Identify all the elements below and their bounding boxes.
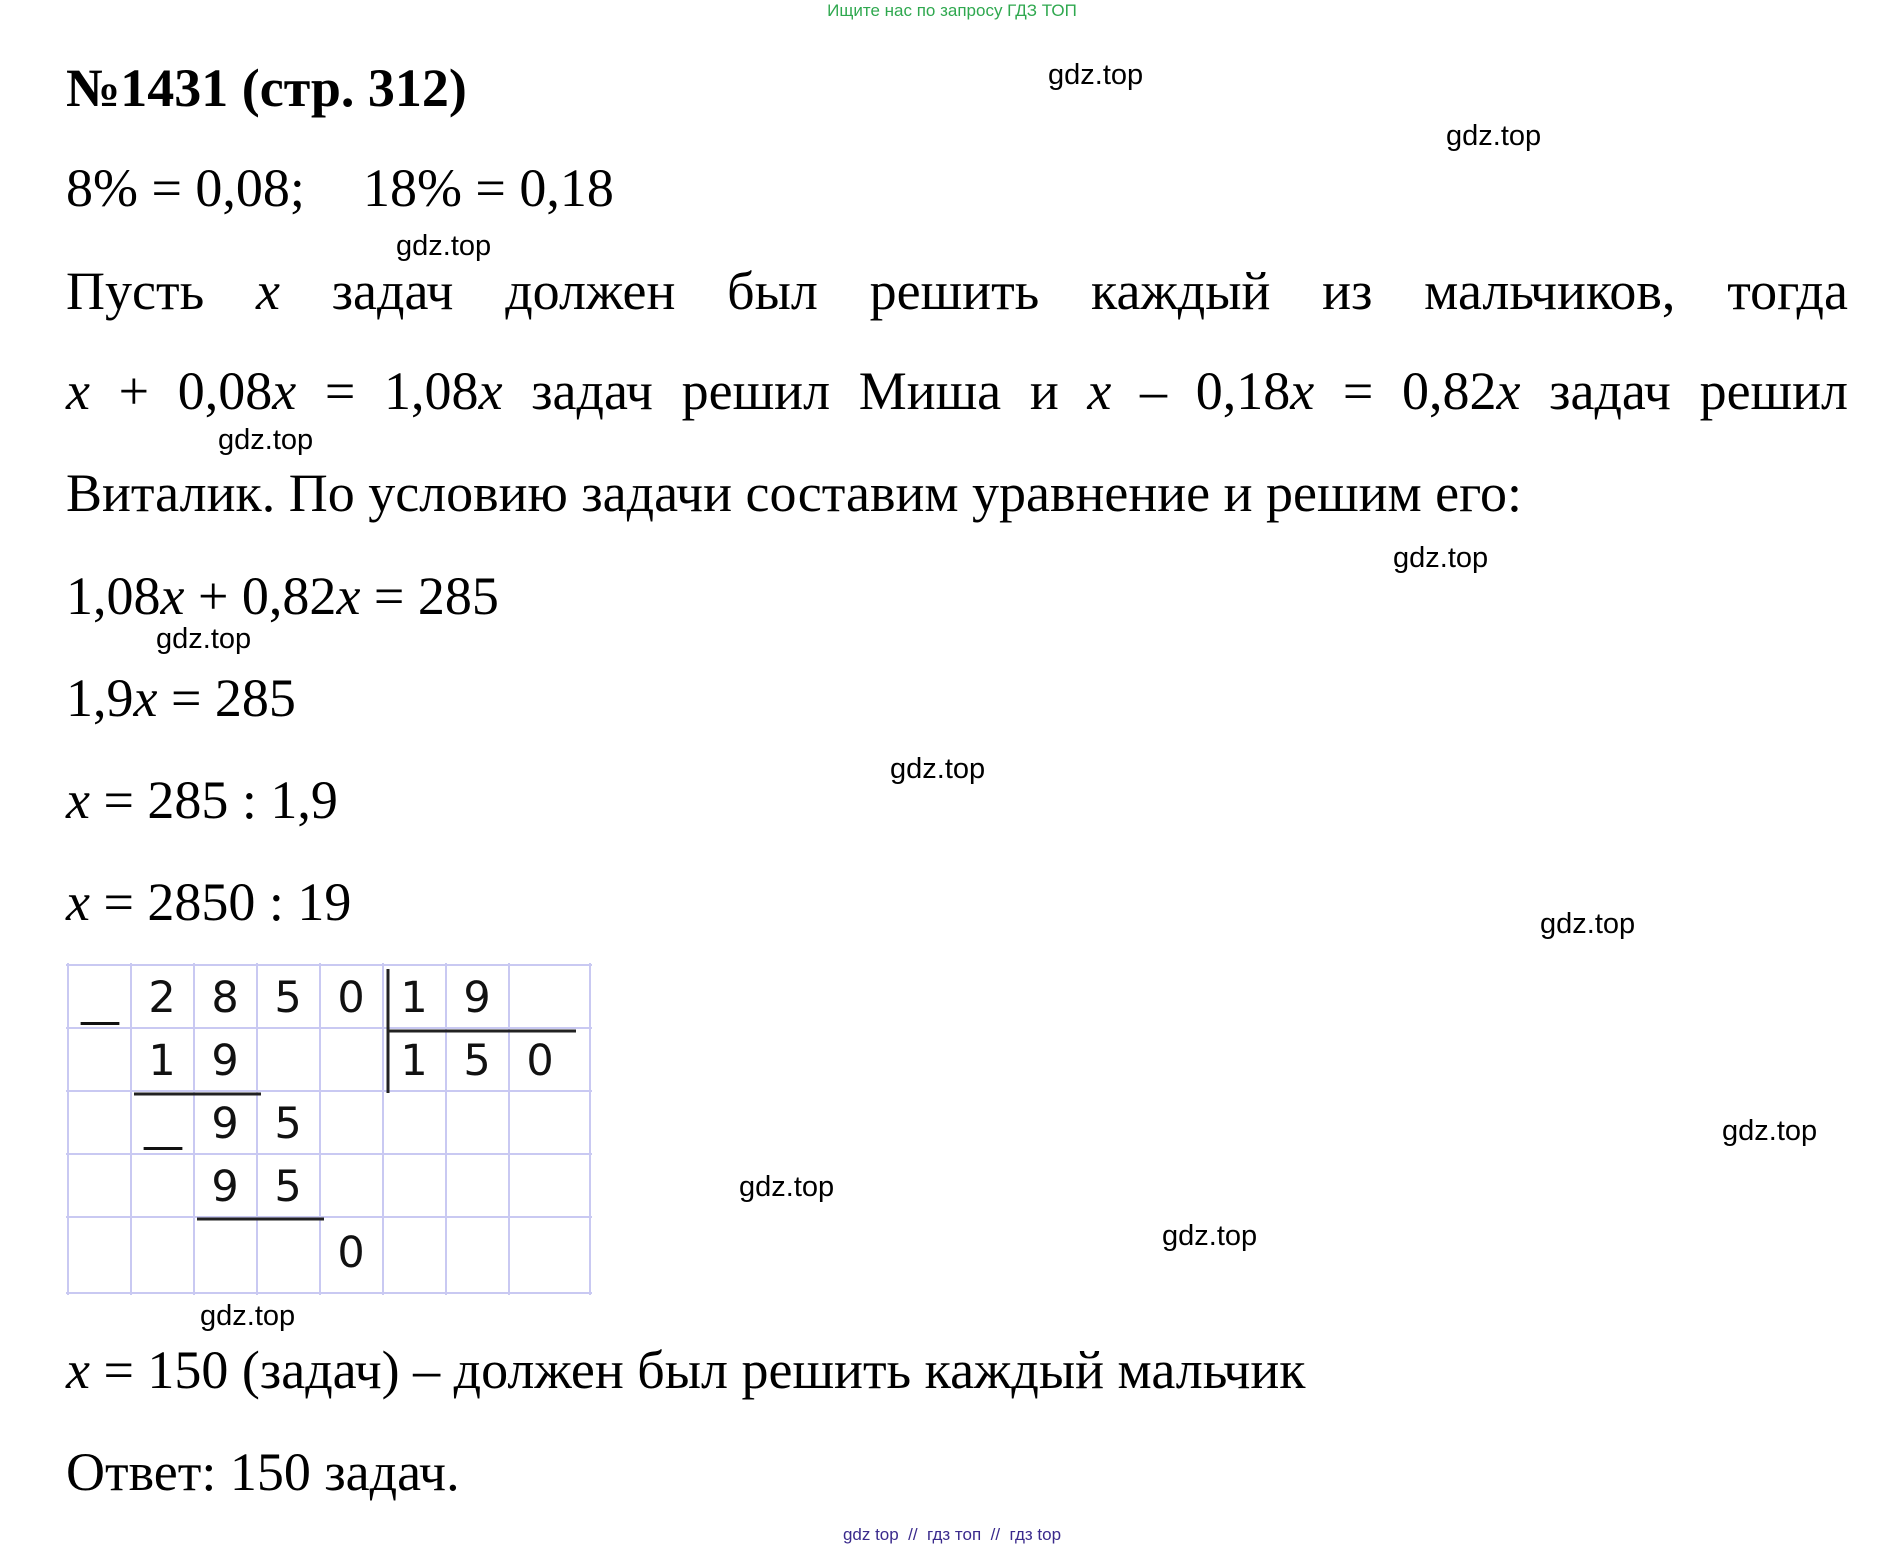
equation-3: x = 285 : 1,9 [66,770,338,830]
paragraph-line-2: x + 0,08x = 1,08x задач решил Миша и x – 0,18x = 0,82x задач решил [66,361,1848,421]
watermark: gdz.top [1722,1115,1818,1147]
watermark: gdz.top [396,230,492,262]
digit: 5 [274,1162,302,1212]
watermark: gdz.top [1540,908,1636,940]
result-line: x = 150 (задач) – должен был решить каждый мальчик [66,1340,1306,1400]
watermark: gdz.top [739,1171,835,1203]
digit: 9 [211,1162,239,1212]
digit: 9 [463,973,491,1023]
paragraph-line-1: Пусть x задач должен был решить каждый из мальчиков, тогда [66,261,1848,321]
remainder-digit: 0 [337,1228,365,1278]
top-banner[interactable]: Ищите нас по запросу ГДЗ ТОП [827,1,1077,20]
digit: 1 [148,1036,176,1086]
watermark: gdz.top [1446,120,1542,152]
watermark: gdz.top [1162,1220,1258,1252]
digit: 0 [337,973,365,1023]
watermark: gdz.top [218,424,314,456]
equation-1: 1,08x + 0,82x = 285 [66,566,499,626]
answer-line: Ответ: 150 задач. [66,1442,460,1502]
quotient-digit: 1 [400,1036,428,1086]
digit: 5 [274,1099,302,1149]
watermark: gdz.top [200,1300,296,1332]
quotient-digit: 5 [463,1036,491,1086]
watermark: gdz.top [890,753,986,785]
equation-2: 1,9x = 285 [66,668,296,728]
digit: 8 [211,973,239,1023]
minus-sign: — [78,996,122,1046]
watermark: gdz.top [1393,542,1489,574]
digit: 9 [211,1036,239,1086]
watermark: gdz.top [156,623,252,655]
digit: 1 [400,973,428,1023]
minus-sign: — [141,1121,185,1171]
digit: 9 [211,1099,239,1149]
long-division-grid [66,963,592,1295]
digit: 5 [274,973,302,1023]
equation-4: x = 2850 : 19 [66,872,352,932]
digit: 2 [148,973,176,1023]
paragraph-line-3: Виталик. По условию задачи составим уравнение и решим его: [66,463,1522,523]
percent-8: 8% = 0,08; [66,158,305,218]
quotient-digit: 0 [526,1036,554,1086]
page-title: №1431 (стр. 312) [66,58,467,118]
footer-links[interactable]: gdz top // гдз топ // гдз top [842,1525,1062,1544]
variable-x: x [255,261,280,321]
percent-18: 18% = 0,18 [362,158,614,218]
watermark: gdz.top [1048,59,1144,91]
percent-line [66,155,614,221]
